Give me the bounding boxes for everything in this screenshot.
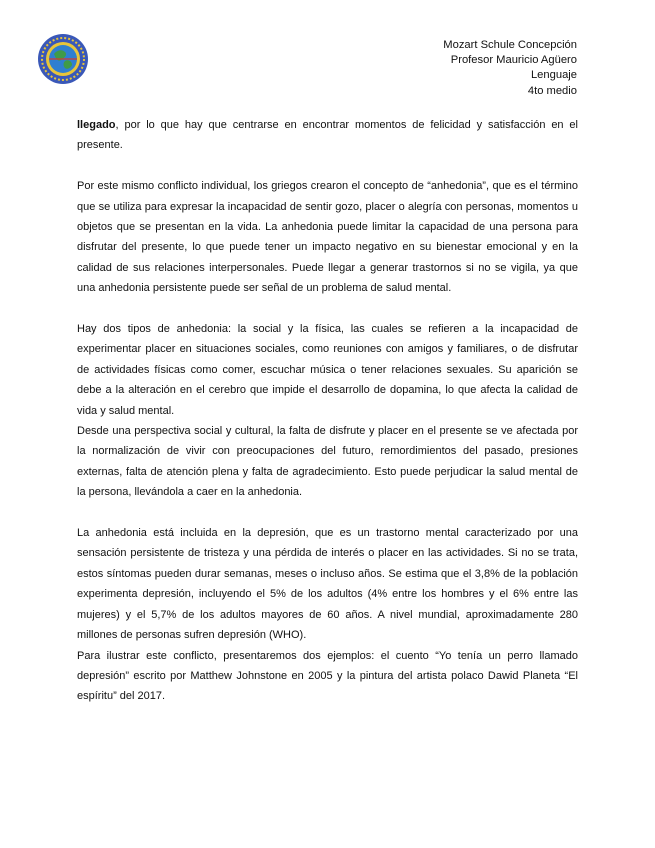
paragraph-1 — [77, 115, 578, 156]
school-seal-globe-icon — [37, 33, 89, 85]
document-body — [77, 115, 578, 727]
paragraph-6: Para ilustrar este conflicto, presentaremos dos ejemplos: el cuento “Yo tenía un perro llamado depresión” escrito por Matthew Johnstone en 2005 y la pintura del artista polaco Dawid Planeta “El espíritu” del 2017. — [77, 649, 578, 703]
paragraph-1-bold-word: llegado — [77, 119, 116, 131]
paragraph-4: Desde una perspectiva social y cultural, la falta de disfrute y placer en el presente se ve afectada por la normalización de vivir con preocupaciones del futuro, remordimientos del pasado, presiones externas, falta de atención plena y falta de agradecimiento. Esto puede perjudicar la salud mental de la persona, llevándola a caer en la anhedonia. — [77, 425, 578, 499]
school-name: Mozart Schule Concepción — [443, 39, 577, 51]
paragraph-1-text: , por lo que hay que centrarse en encontrar momentos de felicidad y satisfacción en el presente. — [77, 119, 578, 152]
paragraph-3: Hay dos tipos de anhedonia: la social y la física, las cuales se refieren a la incapacidad de experimentar placer en situaciones sociales, como reuniones con amigos y familiares, o de disfrutar de actividades físicas como comer, escuchar música o tener relaciones sexuales. Su aparición se debe a la alteración en el cerebro que impide el desarrollo de dopamina, lo que afecta la calidad de vida y salud mental. — [77, 323, 578, 417]
school-logo — [37, 33, 89, 85]
grade-level: 4to medio — [527, 84, 577, 97]
subject-name: Lenguaje — [530, 69, 577, 82]
document-header — [443, 38, 577, 99]
paragraph-5: La anhedonia está incluida en la depresión, que es un trastorno mental caracterizado por una sensación persistente de tristeza y una pérdida de interés o placer en las actividades. Si no se trata, estos síntomas pueden durar semanas, meses o incluso años. Se estima que el 3,8% de la población experimenta depresión, incluyendo el 5% de los adultos (4% entre los hombres y el 6% entre las mujeres) y el 5,7% de los adultos mayores de 60 años. A nivel mundial, aproximadamente 280 millones de personas sufren depresión (WHO). — [77, 527, 578, 642]
paragraph-2: Por este mismo conflicto individual, los griegos crearon el concepto de “anhedonia”, que es el término que se utiliza para expresar la incapacidad de sentir gozo, placer o alegría con personas, momentos u objetos que se presentan en la vida. La anhedonia puede limitar la capacidad de una persona para disfrutar del presente, lo que puede tener un impacto negativo en su bienestar emocional y en la calidad de sus relaciones interpersonales. Puede llegar a generar trastornos si no se vigila, ya que una anhedonia persistente puede ser señal de un problema de salud mental. — [77, 180, 578, 295]
teacher-name: Profesor Mauricio Agüero — [450, 54, 577, 67]
